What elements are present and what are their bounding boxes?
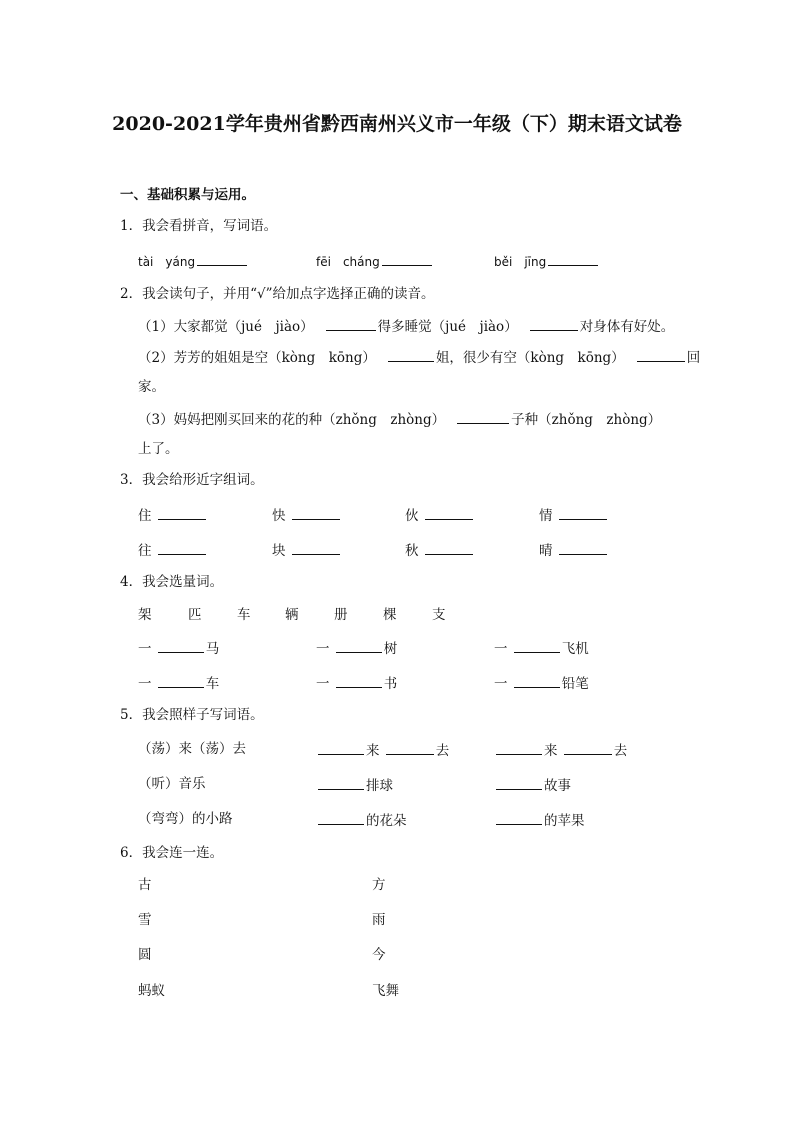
char: 住 <box>138 508 152 524</box>
numeral: 一 <box>138 676 152 692</box>
match-left-item[interactable]: 古 <box>138 877 152 893</box>
answer-blank[interactable] <box>457 409 509 424</box>
answer-blank[interactable] <box>292 505 340 520</box>
match-right-item[interactable]: 今 <box>372 947 386 963</box>
question-6-stem: 6．我会连一连。 <box>120 845 224 861</box>
noun: 书 <box>383 676 398 692</box>
measure-item <box>494 673 589 693</box>
pinyin-syllable: yáng <box>165 255 196 269</box>
answer-blank[interactable] <box>318 810 364 825</box>
match-right-item[interactable]: 飞舞 <box>372 983 399 999</box>
sentence-text: （1）大家都觉（jué jiào） <box>138 319 314 335</box>
pattern-char: 来 <box>366 743 380 759</box>
answer-blank[interactable] <box>496 810 542 825</box>
pattern-word: 故事 <box>544 778 571 794</box>
pattern-item <box>316 740 449 760</box>
answer-blank[interactable] <box>158 673 204 688</box>
numeral: 一 <box>494 641 508 657</box>
answer-blank[interactable] <box>197 251 247 266</box>
pattern-char: 来 <box>544 743 558 759</box>
noun: 铅笔 <box>561 676 589 692</box>
sentence-2 <box>138 347 700 367</box>
char-item <box>272 505 342 525</box>
measure-word: 棵 <box>383 607 397 623</box>
pinyin-syllable: fēi <box>316 255 331 269</box>
answer-blank[interactable] <box>548 251 598 266</box>
measure-item <box>316 673 397 693</box>
answer-blank[interactable] <box>336 673 382 688</box>
measure-word: 支 <box>432 607 446 623</box>
sentence-3 <box>138 409 661 429</box>
char: 块 <box>272 543 286 559</box>
char-item <box>405 540 475 560</box>
pattern-item <box>494 740 627 760</box>
char-item <box>138 540 208 560</box>
match-right-item[interactable]: 雨 <box>372 912 386 928</box>
answer-blank[interactable] <box>326 316 376 331</box>
char: 秋 <box>405 543 419 559</box>
answer-blank[interactable] <box>514 673 560 688</box>
noun: 马 <box>205 641 220 657</box>
char: 情 <box>539 508 553 524</box>
pattern-word: 排球 <box>366 778 393 794</box>
sentence-3-continued: 上了。 <box>138 441 179 457</box>
pattern-char: 去 <box>613 743 628 759</box>
answer-blank[interactable] <box>637 347 685 362</box>
section-heading: 一、基础积累与运用。 <box>120 187 255 203</box>
pinyin-syllable: běi <box>494 255 513 269</box>
answer-blank[interactable] <box>564 740 612 755</box>
page-title: 2020-2021学年贵州省黔西南州兴义市一年级（下）期末语文试卷 <box>112 113 682 135</box>
measure-word: 架 <box>138 607 152 623</box>
answer-blank[interactable] <box>318 775 364 790</box>
answer-blank[interactable] <box>530 316 578 331</box>
answer-blank[interactable] <box>425 505 473 520</box>
answer-blank[interactable] <box>158 540 206 555</box>
noun: 飞机 <box>561 641 589 657</box>
question-5-stem: 5．我会照样子写词语。 <box>120 707 264 723</box>
char: 晴 <box>539 543 553 559</box>
sentence-1 <box>138 316 674 336</box>
question-1-stem: 1．我会看拼音，写词语。 <box>120 218 278 234</box>
sentence-text: 子种（zhǒng zhòng） <box>511 412 662 428</box>
answer-blank[interactable] <box>158 638 204 653</box>
noun: 车 <box>205 676 220 692</box>
pinyin-item-1 <box>138 251 259 271</box>
example-phrase: （荡）来（荡）去 <box>138 741 246 757</box>
example-phrase: （弯弯）的小路 <box>138 811 233 827</box>
question-3-stem: 3．我会给形近字组词。 <box>120 472 264 488</box>
char-item <box>539 505 609 525</box>
pinyin-syllable: cháng <box>342 255 380 269</box>
match-left-item[interactable]: 圆 <box>138 947 152 963</box>
numeral: 一 <box>494 676 508 692</box>
pattern-item <box>316 775 393 795</box>
pattern-item <box>316 810 407 830</box>
char: 伙 <box>405 508 419 524</box>
question-2-stem: 2．我会读句子，并用“√”给加点字选择正确的读音。 <box>120 286 435 302</box>
answer-blank[interactable] <box>382 251 432 266</box>
measure-word: 车 <box>237 607 251 623</box>
char-item <box>272 540 342 560</box>
sentence-text: 得多睡觉（jué jiào） <box>377 319 518 335</box>
match-right-item[interactable]: 方 <box>372 877 386 893</box>
measure-item <box>494 638 589 658</box>
measure-item <box>138 638 219 658</box>
pattern-item <box>494 810 585 830</box>
sentence-text: （2）芳芳的姐姐是空（kòng kōng） <box>138 350 376 366</box>
numeral: 一 <box>316 676 330 692</box>
example-phrase: （听）音乐 <box>138 776 206 792</box>
numeral: 一 <box>316 641 330 657</box>
char-item <box>539 540 609 560</box>
match-left-item[interactable]: 雪 <box>138 912 152 928</box>
sentence-text: 回 <box>686 350 701 366</box>
sentence-text: 姐，很少有空（kòng kōng） <box>435 350 625 366</box>
measure-item <box>316 638 397 658</box>
sentence-text: （3）妈妈把刚买回来的花的种（zhǒng zhòng） <box>138 412 446 428</box>
answer-blank[interactable] <box>158 505 206 520</box>
answer-blank[interactable] <box>559 540 607 555</box>
measure-word: 匹 <box>188 607 202 623</box>
answer-blank[interactable] <box>425 540 473 555</box>
pinyin-item-3 <box>494 251 610 271</box>
answer-blank[interactable] <box>292 540 340 555</box>
char: 快 <box>272 508 286 524</box>
noun: 树 <box>383 641 398 657</box>
question-4-stem: 4．我会选量词。 <box>120 574 224 590</box>
answer-blank[interactable] <box>386 740 434 755</box>
sentence-text: 对身体有好处。 <box>579 319 675 335</box>
pinyin-syllable: jīng <box>524 255 547 269</box>
answer-blank[interactable] <box>514 638 560 653</box>
numeral: 一 <box>138 641 152 657</box>
measure-item <box>138 673 219 693</box>
answer-blank[interactable] <box>318 740 364 755</box>
pinyin-item-2 <box>316 251 444 271</box>
measure-word: 册 <box>334 607 348 623</box>
answer-blank[interactable] <box>496 775 542 790</box>
measure-word: 辆 <box>285 607 299 623</box>
pattern-char: 去 <box>435 743 450 759</box>
answer-blank[interactable] <box>336 638 382 653</box>
pinyin-syllable: tài <box>138 255 154 269</box>
pattern-word: 的花朵 <box>366 813 407 829</box>
sentence-2-continued: 家。 <box>138 379 165 395</box>
answer-blank[interactable] <box>496 740 542 755</box>
char-item <box>405 505 475 525</box>
char: 往 <box>138 543 152 559</box>
pattern-item <box>494 775 571 795</box>
match-left-item[interactable]: 蚂蚁 <box>138 983 165 999</box>
answer-blank[interactable] <box>388 347 434 362</box>
answer-blank[interactable] <box>559 505 607 520</box>
char-item <box>138 505 208 525</box>
pattern-word: 的苹果 <box>544 813 585 829</box>
